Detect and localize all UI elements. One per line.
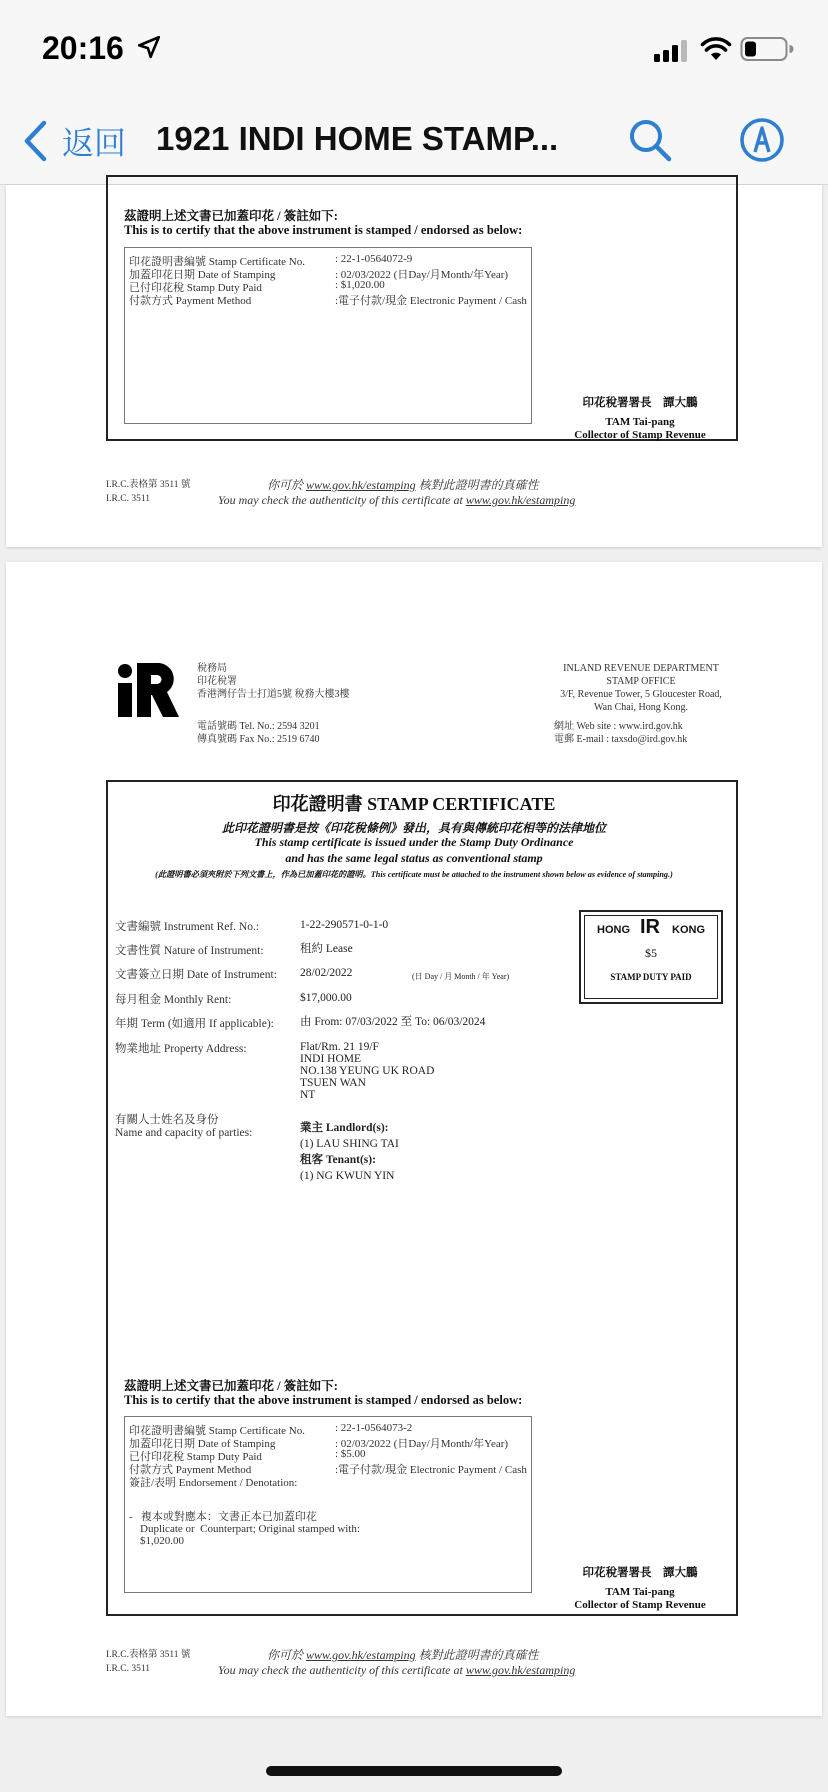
certificate-title: 印花證明書 STAMP CERTIFICATE	[272, 794, 556, 814]
address-label: 物業地址 Property Address:	[115, 1043, 247, 1055]
stamping-details-box	[124, 1416, 532, 1593]
back-label: 返回	[62, 124, 127, 162]
back-button[interactable]	[22, 118, 126, 164]
date-label: 文書簽立日期 Date of Instrument:	[115, 969, 277, 981]
certificate-note: (此證明書必須夾附於下列文書上，作為已加蓋印花的證明。This certificate must be attached to the instrument shown below as evidence of stamping.)	[155, 870, 673, 879]
contact-phone: 電話號碼 Tel. No.: 2594 3201 傳真號碼 Fax No.: 2519 6740	[197, 721, 320, 745]
chevron-left-icon	[22, 120, 48, 162]
certificate-subtitle-en: This stamp certificate is issued under the Stamp Duty Ordinance	[254, 835, 574, 849]
pdf-page-2	[6, 562, 822, 1716]
estamping-link[interactable]: www.gov.hk/estamping	[465, 493, 576, 507]
stamp-amount: $5	[645, 946, 657, 960]
department-name-zh: 稅務局 印花稅署 香港灣仔告士打道5號 稅務大樓3樓	[197, 663, 350, 700]
location-arrow-icon	[136, 34, 162, 60]
ref-label: 文書編號 Instrument Ref. No.:	[115, 921, 260, 933]
home-indicator[interactable]	[266, 1766, 562, 1776]
contact-web: 網址 Web site : www.ird.gov.hk 電郵 E-mail : taxsdo@ird.gov.hk	[554, 721, 688, 745]
parties-value: 業主 Landlord(s): (1) LAU SHING TAI 租客 Tenant(s): (1) NG KWUN YIN	[300, 1122, 399, 1182]
certificate-subtitle-zh: 此印花證明書是按《印花稅條例》發出，具有與傳統印花相等的法律地位	[221, 821, 606, 835]
nature-value: 租約 Lease	[300, 943, 353, 955]
search-icon[interactable]	[626, 116, 674, 164]
ird-logo-icon	[111, 659, 181, 719]
term-label: 年期 Term (如適用 If applicable):	[115, 1018, 274, 1030]
form-number: I.R.C.表格第 3511 號 I.R.C. 3511	[106, 480, 191, 504]
detail-row: 加蓋印花日期 Date of Stamping : 02/03/2022 (日Day/月Month/年Year)	[129, 269, 509, 281]
collector-signature: 印花稅署署長 譚大鵬 TAM Tai-pang Collector of Stamp Revenue	[574, 1567, 706, 1611]
footer-en: You may check the authenticity of this certificate at www.gov.hk/estamping	[218, 493, 576, 507]
document-title: 1921 INDI HOME STAMP...	[156, 120, 559, 157]
date-hint: (日 Day / 月 Month / 年 Year)	[412, 972, 510, 981]
footer-en: You may check the authenticity of this certificate at www.gov.hk/estamping	[218, 1663, 576, 1677]
status-time: 20:16	[42, 30, 124, 66]
collector-signature: 印花稅署署長 譚大鵬 TAM Tai-pang Collector of Stamp Revenue	[574, 397, 706, 441]
address-value: Flat/Rm. 21 19/F INDI HOME NO.138 YEUNG UK ROAD TSUEN WAN NT	[300, 1041, 435, 1101]
certify-heading-zh: 茲證明上述文書已加蓋印花 / 簽註如下:	[124, 209, 338, 223]
footer-zh: 你可於 www.gov.hk/estamping 核對此證明書的真確性	[267, 1648, 539, 1662]
nav-bar	[0, 100, 828, 185]
detail-row: 付款方式 Payment Method :電子付款/現金 Electronic Payment / Cash	[129, 1464, 527, 1476]
parties-label: 有關人士姓名及身份 Name and capacity of parties:	[115, 1114, 253, 1139]
battery-icon	[740, 36, 794, 62]
stamp-duty-paid-stamp: HONG IR KONG $5 STAMP DUTY PAID	[579, 910, 723, 1004]
certify-heading-en: This is to certify that the above instrument is stamped / endorsed as below:	[124, 1393, 523, 1407]
cellular-signal-icon	[654, 40, 690, 62]
detail-row: 已付印花稅 Stamp Duty Paid : $5.00	[129, 1448, 366, 1463]
stamping-details-box	[124, 247, 532, 424]
ird-logo-small: IR	[640, 916, 660, 938]
pdf-page-1	[6, 185, 822, 547]
detail-row: 付款方式 Payment Method :電子付款/現金 Electronic Payment / Cash	[129, 295, 527, 307]
nature-label: 文書性質 Nature of Instrument:	[115, 945, 264, 957]
detail-row: 印花證明書編號 Stamp Certificate No. : 22-1-0564072-9	[129, 253, 413, 268]
form-number: I.R.C.表格第 3511 號 I.R.C. 3511	[106, 1650, 191, 1674]
detail-row: 已付印花稅 Stamp Duty Paid : $1,020.00	[129, 279, 385, 294]
department-name-en: INLAND REVENUE DEPARTMENT STAMP OFFICE 3/F, Revenue Tower, 5 Gloucester Road, Wan Chai, Hong Kong.	[560, 663, 722, 713]
stamp-label: STAMP DUTY PAID	[610, 972, 692, 982]
estamping-link[interactable]: www.gov.hk/estamping	[306, 478, 416, 492]
rent-value: $17,000.00	[300, 992, 352, 1004]
status-bar	[0, 0, 828, 100]
endorsement-text: - 複本或對應本：文書正本已加蓋印花 Duplicate or Counterpart; Original stamped with: $1,020.00	[129, 1511, 360, 1547]
wifi-icon	[700, 36, 732, 62]
ref-value: 1-22-290571-0-1-0	[300, 919, 389, 931]
estamping-link[interactable]: www.gov.hk/estamping	[465, 1663, 576, 1677]
markup-pen-icon[interactable]	[738, 116, 786, 164]
detail-row: 印花證明書編號 Stamp Certificate No. : 22-1-0564073-2	[129, 1422, 413, 1437]
endorsement-label: 簽註/表明 Endorsement / Denotation:	[129, 1477, 298, 1489]
detail-row: 加蓋印花日期 Date of Stamping : 02/03/2022 (日Day/月Month/年Year)	[129, 1438, 509, 1450]
date-value: 28/02/2022	[300, 967, 353, 979]
rent-label: 每月租金 Monthly Rent:	[115, 994, 232, 1006]
certificate-subtitle-en2: and has the same legal status as conventional stamp	[285, 851, 543, 865]
footer-zh: 你可於 www.gov.hk/estamping 核對此證明書的真確性	[267, 478, 539, 492]
estamping-link[interactable]: www.gov.hk/estamping	[306, 1648, 416, 1662]
certify-heading-zh: 茲證明上述文書已加蓋印花 / 簽註如下:	[124, 1379, 338, 1393]
term-value: 由 From: 07/03/2022 至 To: 06/03/2024	[300, 1016, 486, 1028]
certify-heading-en: This is to certify that the above instrument is stamped / endorsed as below:	[124, 223, 523, 237]
